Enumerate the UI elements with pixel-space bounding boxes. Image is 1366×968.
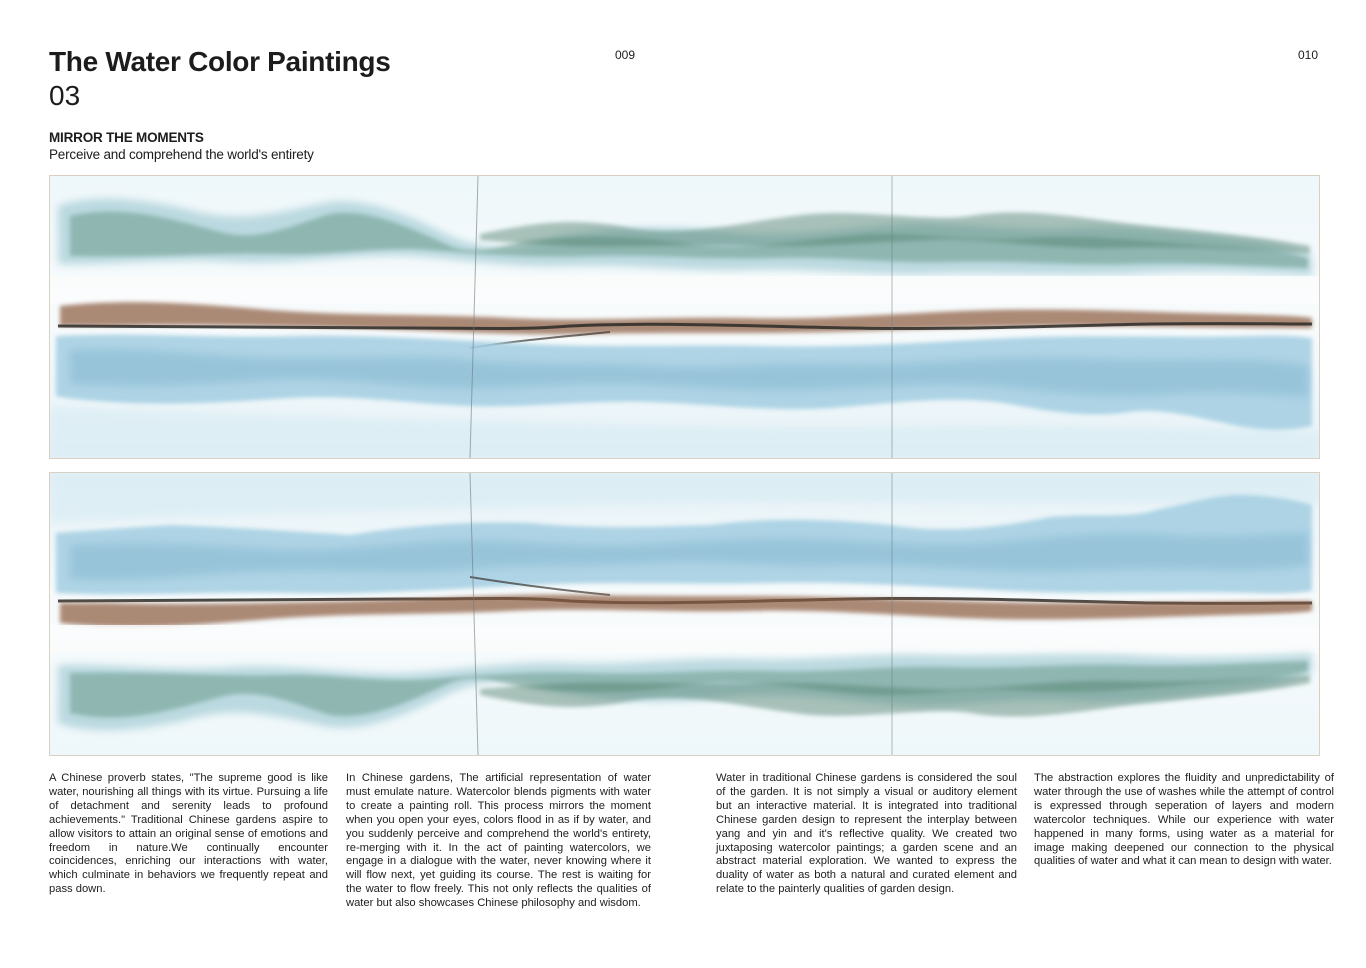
watercolor-painting-top [49,175,1320,459]
body-column-4: The abstraction explores the fluidity and unpredictability of water through the use of washes while the attempt of control is expressed through seperation of layers and modern watercolor techniques. While our experience with water happened in many forms, using water as a material for image making deepened our connection to the physical qualities of water and what it can mean to design with water. [1034,772,1334,868]
watercolor-painting-bottom [49,472,1320,756]
page-number-right: 010 [1298,48,1319,62]
page-title: The Water Color Paintings [49,46,391,77]
subtitle-text: Perceive and comprehend the world's entirety [49,147,314,162]
page-number-left: 009 [615,48,636,62]
body-column-3: Water in traditional Chinese gardens is considered the soul of the garden. It is not simply a visual or auditory element but an interactive material. It is integrated into traditional Chinese garden design to represent the interplay between yang and yin and it's reflective quality. We created two juxtaposing watercolor paintings; a garden scene and an abstract material exploration. We wanted to express the duality of water as both a natural and curated element and relate to the painterly qualities of garden design. [716,772,1017,896]
body-column-1: A Chinese proverb states, "The supreme good is like water, nourishing all things with its virtue. Pursuing a life of detachment and serenity leads to profound achievements." Traditional Chinese gardens aspire to allow visitors to attain an original sense of emotions and freedom in nature.We continually encounter coincidences, enriching our interactions with water, which culminate in behaviors we frequently repeat and pass down. [49,772,328,896]
section-number: 03 [49,80,81,111]
subtitle-heading: MIRROR THE MOMENTS [49,130,204,145]
body-column-2: In Chinese gardens, The artificial representation of water must emulate nature. Watercolor blends pigments with water to create a painting roll. This process mirrors the moment when you open your eyes, colors flood in as if by water, and you suddenly perceive and comprehend the world's entirety, re-merging with it. In the act of painting watercolors, we engage in a dialogue with the water, never knowing where it will flow next, yet guiding its course. The rest is waiting for the water to flow freely. This not only reflects the qualities of water but also showcases Chinese philosophy and wisdom. [346,772,651,910]
